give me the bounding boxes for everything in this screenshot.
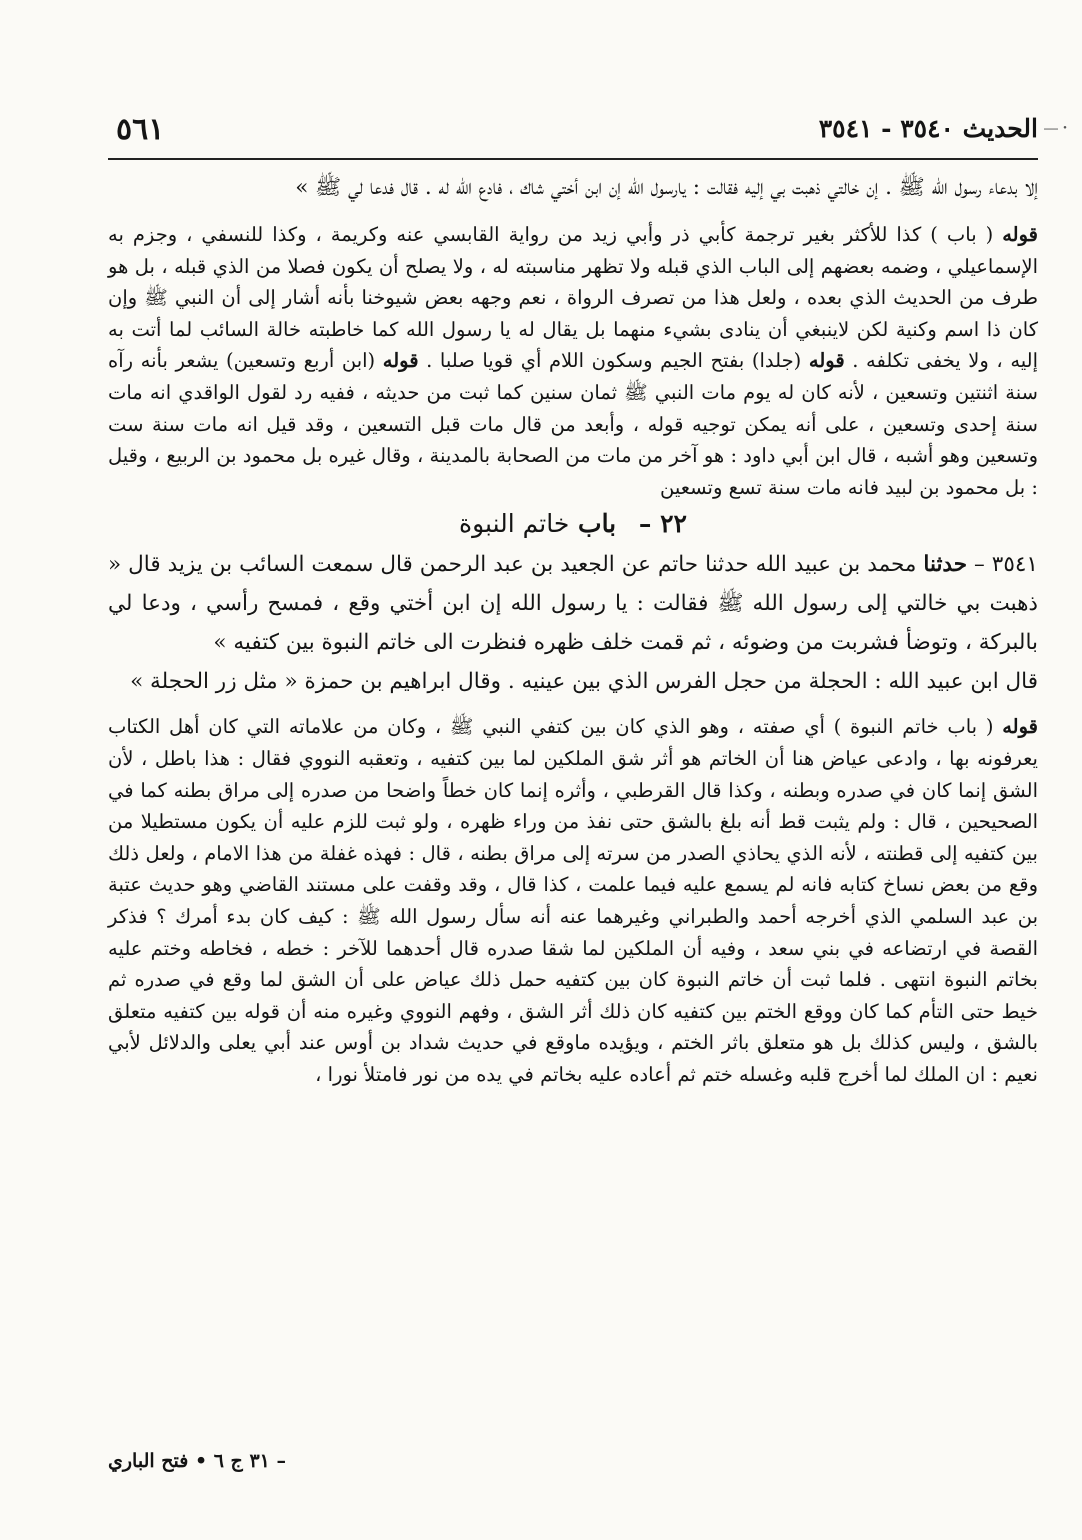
hadith-range: الحديث ٣٥٤٠ - ٣٥٤١ bbox=[818, 114, 1038, 143]
qawluhu-marker: قوله bbox=[808, 349, 845, 373]
qawluhu-marker: قوله bbox=[382, 349, 419, 373]
header-rule bbox=[108, 158, 1038, 160]
hadith-number: ٣٥٤١ – bbox=[974, 552, 1038, 578]
commentary-1-text: ( باب ) كذا للأكثر بغير ترجمة كأبي ذر وأبي زيد من رواية القابسي عنه وكريمة ، وكذا للنسفي ، وجزم به الإسماعيلي ، وضمه بعضهم إلى الباب الذي قبله ولا تظهر مناسبته له ، ولا يصلح أن يكون فصلا من الذي قبله ، بل هو طرف من الحديث الذي بعده ، ولعل هذا من تصرف الرواة ، نعم وجهه بعض شيوخنا بأنه أشار إلى أن النبي ﷺ وإن كان ذا اسم وكنية لكن لاينبغي أن ينادى بشيء منهما بل يقال له يا رسول الله كما خاطبته خالة السائب لما أتت به إليه ، ولا يخفى تكلفه . bbox=[108, 223, 1039, 373]
hadith-3541-note: قال ابن عبيد الله : الحجلة من حجل الفرس الذي بين عينيه . وقال ابراهيم بن حمزة « مثل زر الحجلة » bbox=[130, 669, 1038, 695]
chapter-heading bbox=[108, 503, 1038, 545]
page-body bbox=[108, 168, 1038, 1090]
page-header bbox=[108, 112, 1038, 156]
haddathana-marker: حدثنا bbox=[923, 552, 968, 578]
page-footer: – ٣١ ج ٦ • فتح الباري bbox=[108, 1450, 286, 1472]
chapter-number: ٢٢ – bbox=[638, 509, 687, 539]
commentary-1 bbox=[108, 219, 1038, 503]
chapter-title: خاتم النبوة bbox=[459, 509, 570, 539]
chapter-word: باب bbox=[578, 509, 617, 539]
hadith-3541 bbox=[108, 545, 1038, 662]
page-number: ٥٦١ bbox=[116, 112, 165, 147]
qawluhu-marker: قوله bbox=[1002, 223, 1038, 246]
commentary-1-text-3: (ابن أربع وتسعين) يشعر بأنه رآه سنة اثنتين وتسعين ، لأنه كان له يوم مات النبي ﷺ ثمان سنين كما ثبت من حديثه ، ففيه رد لقول الواقدي انه مات سنة إحدى وتسعين ، على أنه يمكن توجيه قوله ، وأبعد من قال مات قبل التسعين ، وقد قيل انه مات سنة ست وتسعين وهو أشبه ، قال ابن أبي داود : هو آخر من مات من الصحابة بالمدينة ، وقال غيره بل محمود بن الربيع ، وقيل : بل محمود بن لبيد فانه مات سنة تسع وتسعين bbox=[108, 349, 1038, 499]
commentary-2-text: ( باب خاتم النبوة ) أي صفته ، وهو الذي كان بين كتفي النبي ﷺ ، وكان من علاماته التي كان أهل الكتاب يعرفونه بها ، وادعى عياض هنا أن الخاتم هو أثر شق الملكين لما بين كتفيه ، وتعقبه النووي فقال : هذا باطل ، لأن الشق إنما كان في صدره وبطنه ، وكذا قال القرطبي ، وأثره إنما كان خطاً واضحا من صدره إلى مراق بطنه كما في الصحيحين ، قال : ولم يثبت قط أنه بلغ بالشق حتى نفذ من وراء ظهره ، ولو ثبت للزم عليه أن يكون مستطيلا من بين كتفيه إلى قطنته ، لأنه الذي يحاذي الصدر من سرته إلى مراق بطنه ، قال : فهذه غفلة من هذا الامام ، ولعل ذلك وقع من بعض نساخ كتابه فانه لم يسمع عليه فيما علمت ، كذا قال ، وقد وقفت على مستند القاضي وهو حديث عتبة بن عبد السلمي الذي أخرجه أحمد والطبراني وغيرهما عنه أنه سأل رسول الله ﷺ : كيف كان بدء أمرك ؟ فذكر القصة في ارتضاعه في بني سعد ، وفيه أن الملكين لما شقا صدره قال أحدهما للآخر : خطه ، فخاطه وختم عليه بخاتم النبوة انتهى . فلما ثبت أن خاتم النبوة كان بين كتفيه حمل ذلك عياض على أن الشق لما وقع في صدره ثم خيط حتى التأم كما كان ووقع الختم بين كتفيه كان ذلك أثر الشق ، وفهم النووي وغيره منه أن قوله بين كتفيه متعلق بالشق ، وليس كذلك بل هو متعلق باثر الختم ، ويؤيده ماوقع في حديث شداد بن أوس عند أبي يعلى والدلائل لأبي نعيم : ان الملك لما أخرج قلبه وغسله ختم ثم أعاده عليه بخاتم في يده من نور فامتلأ نورا ، bbox=[108, 715, 1038, 1086]
hadith-3540-end: إلا بدعاء رسول الله ﷺ . إن خالتي ذهبت بي إليه فقالت : يارسول الله إن ابن أختي شاك ، فادع الله له . قال فدعا لي ﷺ » bbox=[295, 175, 1038, 200]
scan-mark: ―・ bbox=[1044, 121, 1072, 137]
hadith-3541-text: محمد بن عبيد الله حدثنا حاتم عن الجعيد بن عبد الرحمن قال سمعت السائب بن يزيد قال « ذهبت بي خالتي إلى رسول الله ﷺ فقالت : يا رسول الله إن ابن أختي وقع ، فمسح رأسي ، ودعا لي بالبركة ، وتوضأ فشربت من وضوئه ، ثم قمت خلف ظهره فنظرت الى خاتم النبوة بين كتفيه » bbox=[108, 552, 1038, 656]
commentary-2 bbox=[108, 711, 1038, 1090]
qawluhu-marker: قوله bbox=[1002, 715, 1038, 739]
commentary-1-text-2: (جلدا) بفتح الجيم وسكون اللام أي قويا صلبا . bbox=[426, 349, 802, 373]
